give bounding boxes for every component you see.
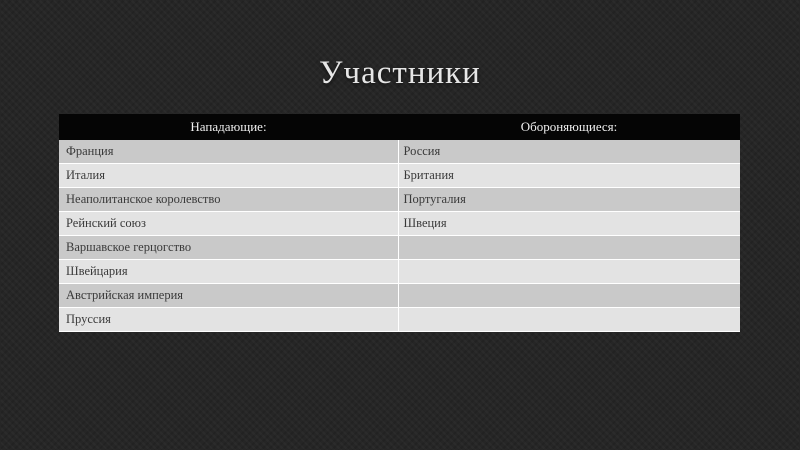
table-row <box>59 188 740 212</box>
table-row <box>59 236 740 260</box>
attacker-cell: Италия <box>59 164 398 188</box>
defender-cell <box>398 284 740 308</box>
defender-cell: Британия <box>398 164 740 188</box>
table-row <box>59 308 740 332</box>
table-row <box>59 140 740 164</box>
table-row <box>59 164 740 188</box>
attacker-cell: Пруссия <box>59 308 398 332</box>
attacker-cell: Франция <box>59 140 398 164</box>
attacker-cell: Варшавское герцогство <box>59 236 398 260</box>
attacker-cell: Австрийская империя <box>59 284 398 308</box>
table-row <box>59 260 740 284</box>
defender-cell: Португалия <box>398 188 740 212</box>
header-attackers: Нападающие: <box>59 114 398 140</box>
attacker-cell: Швейцария <box>59 260 398 284</box>
defender-cell: Швеция <box>398 212 740 236</box>
defender-cell: Россия <box>398 140 740 164</box>
attacker-cell: Неаполитанское королевство <box>59 188 398 212</box>
header-defenders: Обороняющиеся: <box>398 114 740 140</box>
table-header-row <box>59 114 740 140</box>
table-row <box>59 284 740 308</box>
participants-table <box>59 114 740 332</box>
slide-title: Участники <box>319 55 481 91</box>
defender-cell <box>398 260 740 284</box>
table-row <box>59 212 740 236</box>
defender-cell <box>398 308 740 332</box>
attacker-cell: Рейнский союз <box>59 212 398 236</box>
defender-cell <box>398 236 740 260</box>
